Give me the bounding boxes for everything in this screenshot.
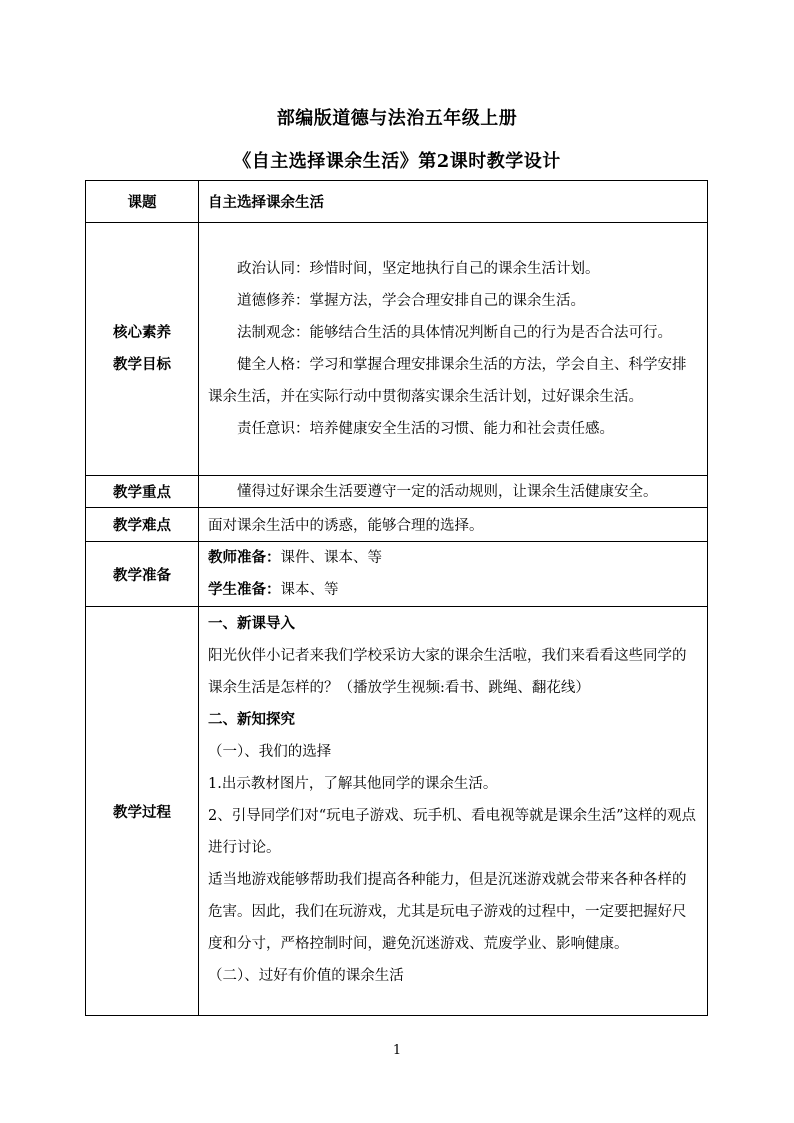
- objectives-label-line1: 核心素养: [113, 324, 171, 341]
- student-preparation-value: 课本、等: [280, 582, 339, 598]
- objectives-label: [86, 223, 199, 476]
- process-content: [199, 607, 708, 1016]
- preparation-content: [199, 542, 708, 607]
- student-preparation: [208, 574, 698, 606]
- student-preparation-label: 学生准备：: [208, 581, 281, 598]
- difficulties-label: 教学难点: [86, 508, 199, 542]
- teacher-preparation-value: 课件、课本、等: [280, 550, 382, 566]
- objectives-label-line2: 教学目标: [113, 356, 171, 373]
- process-paragraph: 阳光伙伴小记者来我们学校采访大家的课余生活啦，我们来看看这些同学的课余生活是怎样的？（播放学生视频:看书、跳绳、翻花线）: [208, 648, 687, 696]
- table-row-objectives: [86, 223, 708, 476]
- key-points-label: 教学重点: [86, 476, 199, 508]
- table-row-process: [86, 607, 708, 1016]
- objective-item: 健全人格：学习和掌握合理安排课余生活的方法，学会自主、科学安排课余生活，并在实际行动中贯彻落实课余生活计划，过好课余生活。: [208, 357, 687, 405]
- process-heading-explore: 二、新知探究: [208, 711, 295, 728]
- objective-item: 政治认同：珍惜时间，坚定地执行自己的课余生活计划。: [237, 261, 600, 277]
- table-row-difficulties: [86, 508, 708, 542]
- process-label: 教学过程: [86, 607, 199, 1016]
- objective-item: 法制观念：能够结合生活的具体情况判断自己的行为是否合法可行。: [237, 325, 672, 341]
- difficulties-value: 面对课余生活中的诱惑，能够合理的选择。: [199, 508, 708, 542]
- key-points-text: 懂得过好课余生活要遵守一定的活动规则，让课余生活健康安全。: [237, 483, 658, 500]
- process-subheading: （一）、我们的选择: [208, 744, 332, 760]
- table-row-topic: [86, 181, 708, 223]
- process-step: 1.出示教材图片，了解其他同学的课余生活。: [208, 776, 498, 792]
- key-points-value: [199, 476, 708, 508]
- process-step: 2、引导同学们对“玩电子游戏、玩手机、看电视等就是课余生活”这样的观点进行讨论。: [208, 808, 697, 856]
- table-row-key-points: [86, 476, 708, 508]
- table-row-preparation: [86, 542, 708, 607]
- process-paragraph: 适当地游戏能够帮助我们提高各种能力，但是沉迷游戏就会带来各种各样的危害。因此，我们在玩游戏，尤其是玩电子游戏的过程中，一定要把握好尺度和分寸，严格控制时间，避免沉迷游戏、荒废学业、影响健康。: [208, 872, 687, 952]
- teacher-preparation-label: 教师准备：: [208, 549, 281, 566]
- topic-value: 自主选择课余生活: [199, 181, 708, 223]
- objective-item: 道德修养：掌握方法，学会合理安排自己的课余生活。: [237, 293, 585, 309]
- process-heading-intro: 一、新课导入: [208, 615, 295, 632]
- preparation-label: 教学准备: [86, 542, 199, 607]
- teacher-preparation: [208, 542, 698, 574]
- lesson-plan-table: [85, 180, 708, 1016]
- topic-label: 课题: [86, 181, 199, 223]
- document-title: 部编版道德与法治五年级上册: [276, 108, 518, 129]
- objectives-content: [199, 223, 708, 476]
- process-subheading: （二）、过好有价值的课余生活: [208, 968, 404, 984]
- objective-item: 责任意识：培养健康安全生活的习惯、能力和社会责任感。: [237, 421, 614, 437]
- document-subtitle: 《自主选择课余生活》第2课时教学设计: [233, 151, 561, 172]
- page-number: 1: [392, 1043, 402, 1058]
